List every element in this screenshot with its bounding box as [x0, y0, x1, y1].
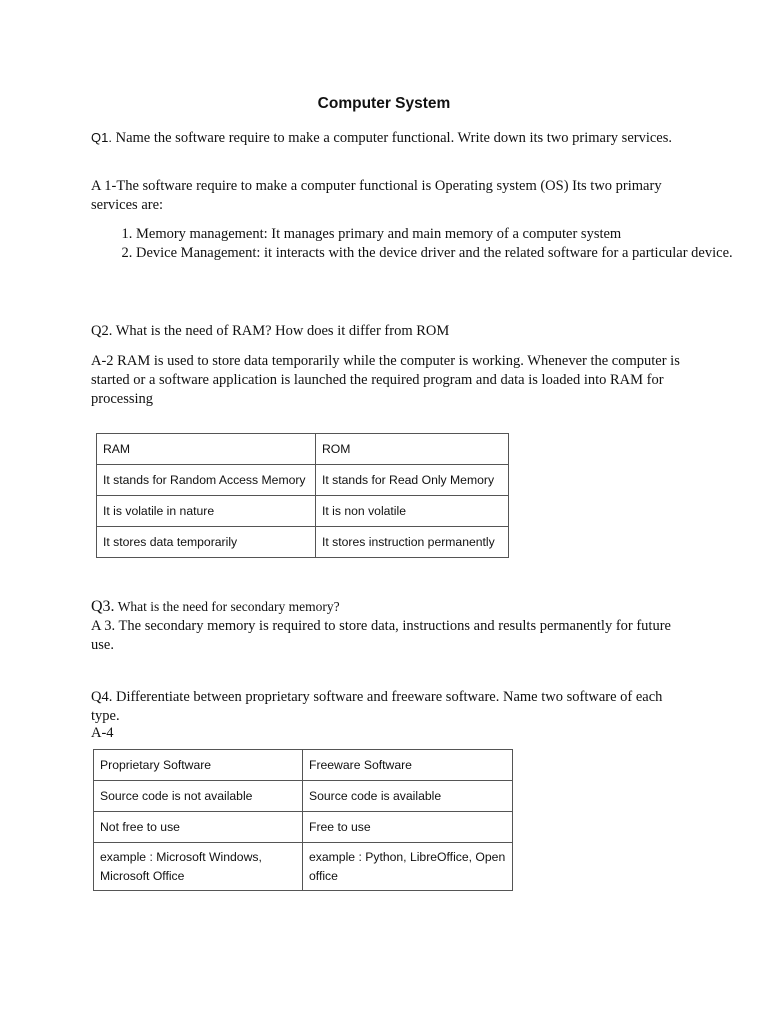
table-cell: example : Microsoft Windows, Microsoft Office — [94, 843, 303, 891]
table-cell: Free to use — [303, 812, 513, 843]
question-2: Q2. What is the need of RAM? How does it differ from ROM — [91, 323, 450, 339]
table-cell: ROM — [316, 434, 509, 465]
table-row — [97, 496, 509, 527]
table-row — [94, 812, 513, 843]
question-1 — [91, 128, 691, 148]
table-row — [94, 781, 513, 812]
table-cell: It is non volatile — [316, 496, 509, 527]
answer-1-intro: A 1-The software require to make a computer functional is Operating system (OS) Its two primary services are: — [91, 178, 662, 213]
question-3-text: What is the need for secondary memory? — [114, 599, 340, 614]
question-3-number: Q3. — [91, 598, 115, 615]
question-3 — [91, 597, 691, 617]
table-cell: Not free to use — [94, 812, 303, 843]
question-1-number: Q1. — [91, 130, 112, 145]
ram-rom-table — [96, 433, 509, 558]
question-4: Q4. Differentiate between proprietary software and freeware software. Name two software of each type. — [91, 689, 663, 724]
list-item: 2. Device Management: it interacts with the device driver and the related software for a particular device. — [136, 244, 736, 263]
table-cell: RAM — [97, 434, 316, 465]
list-item: 1. Memory management: It manages primary and main memory of a computer system — [136, 225, 736, 244]
table-cell: Freeware Software — [303, 750, 513, 781]
answer-2: A-2 RAM is used to store data temporarily while the computer is working. Whenever the computer is started or a software application is launched the required program and data is loaded into RAM for processing — [91, 353, 680, 407]
table-row — [97, 465, 509, 496]
answer-3: A 3. The secondary memory is required to store data, instructions and results permanently for future use. — [91, 618, 671, 653]
table-row — [94, 843, 513, 891]
table-row — [97, 527, 509, 558]
table-cell: It stores instruction permanently — [316, 527, 509, 558]
table-cell: It stands for Random Access Memory — [97, 465, 316, 496]
answer-1-list — [91, 225, 736, 263]
table-row — [97, 434, 509, 465]
table-cell: It is volatile in nature — [97, 496, 316, 527]
table-cell: Source code is available — [303, 781, 513, 812]
table-cell: Proprietary Software — [94, 750, 303, 781]
table-cell: example : Python, LibreOffice, Open office — [303, 843, 513, 891]
software-table — [93, 749, 513, 891]
table-row — [94, 750, 513, 781]
question-1-text: Name the software require to make a computer functional. Write down its two primary services. — [111, 130, 673, 146]
table-cell: It stores data temporarily — [97, 527, 316, 558]
table-cell: It stands for Read Only Memory — [316, 465, 509, 496]
page-title: Computer System — [317, 95, 451, 112]
answer-4-label: A-4 — [91, 725, 114, 741]
table-cell: Source code is not available — [94, 781, 303, 812]
